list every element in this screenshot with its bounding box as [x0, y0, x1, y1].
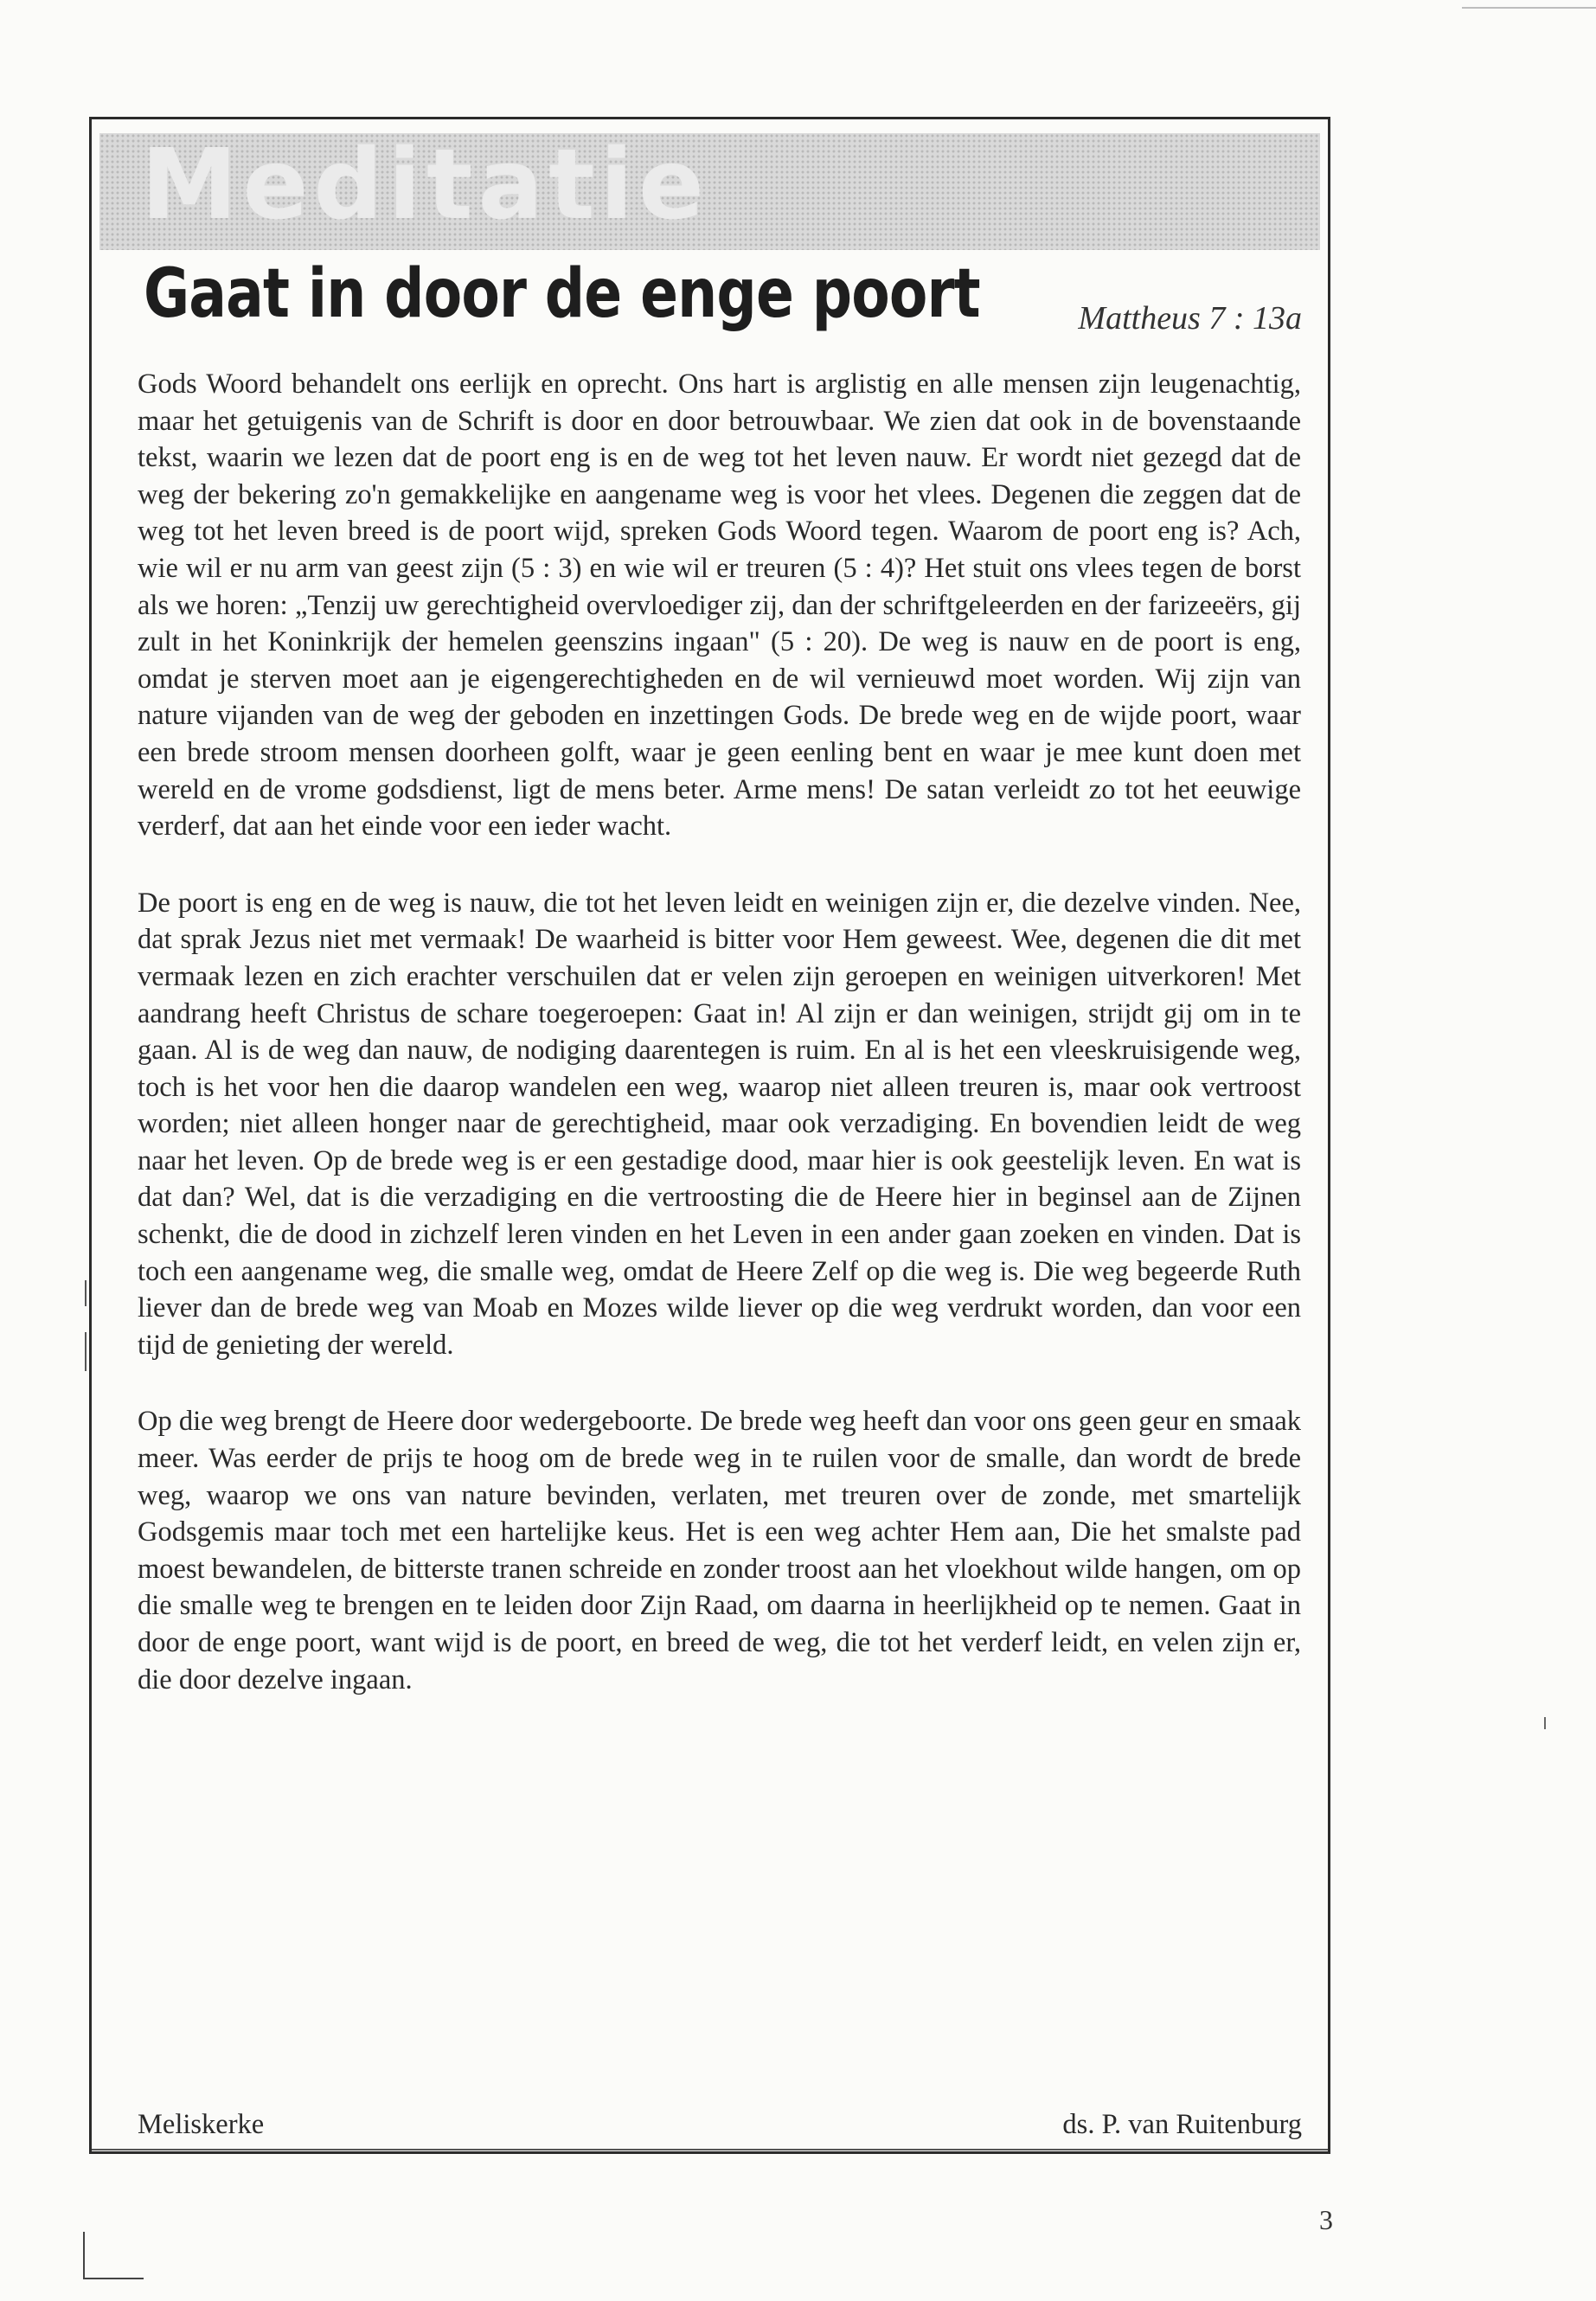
headline: Gaat in door de enge poort: [144, 255, 980, 333]
frame-bottom-rule: [92, 2149, 1328, 2150]
meditation-frame: [89, 117, 1330, 2154]
section-title: Meditatie: [141, 129, 709, 241]
article-body: [138, 366, 1301, 1698]
signature-place: Meliskerke: [138, 2109, 265, 2140]
crop-mark-horizontal: [83, 2278, 144, 2279]
top-rule: [1462, 7, 1596, 9]
page-number: 3: [1319, 2204, 1333, 2235]
margin-mark: [85, 1332, 87, 1371]
paragraph-2: De poort is eng en de weg is nauw, die tot het leven leidt en weinigen zijn er, die dezelve vinden. Nee, dat sprak Jezus niet met vermaak! De waarheid is bitter voor Hem geweest. Wee, degenen die dit met vermaak lezen en zich erachter verschuilen dat er velen zijn geroepen en weinigen uitverkoren! Met aandrang heeft Christus de schare toegeroepen: Gaat in! Al zijn er dan weinigen, strijdt gij om in te gaan. Al is de weg dan nauw, de nodiging daarentegen is ruim. En al is het een vleeskruisigende weg, toch is het voor hen die daarop wandelen een weg, waarop niet alleen treuren is, maar ook vertroost worden; niet alleen honger naar de gerechtigheid, maar ook verzadiging. En bovendien leidt de weg naar het leven. Op de brede weg is er een gestadige dood, maar hier is ook geestelijk leven. En wat is dat dan? Wel, dat is die verzadiging en die vertroosting die de Heere hier in beginsel aan de Zijnen schenkt, die de dood in zichzelf leren vinden en het Leven in een ander gaan zoeken en vinden. Dat is toch een aangename weg, die smalle weg, omdat de Heere Zelf op die weg is. Die weg begeerde Ruth liever dan de brede weg van Moab en Mozes wilde liever op die weg verdrukt worden, dan voor een tijd de genieting der wereld.: [138, 887, 1301, 1361]
crop-mark-vertical: [83, 2232, 85, 2279]
section-header-band: [99, 129, 1320, 250]
paragraph-1: Gods Woord behandelt ons eerlijk en oprecht. Ons hart is arglistig en alle mensen zijn leugenachtig, maar het getuigenis van de Schrift is door en door betrouwbaar. We zien dat ook in de bovenstaande tekst, waarin we lezen dat de poort eng is en de weg tot het leven nauw. Er wordt niet gezegd dat de weg der bekering zo'n gemakkelijke en aangename weg is voor het vlees. Degenen die zeggen dat de weg tot het leven breed is de poort wijd, spreken Gods Woord tegen. Waarom de poort eng is? Ach, wie wil er nu arm van geest zijn (5 : 3) en wie wil er treuren (5 : 4)? Het stuit ons vlees tegen de borst als we horen: „Tenzij uw gerechtigheid overvloediger zij, dan der schriftgeleerden en der farizeeërs, gij zult in het Koninkrijk der hemelen geenszins ingaan" (5 : 20). De weg is nauw en de poort is eng, omdat je sterven moet aan je eigengerechtigheden en de wil vernieuwd moet worden. Wij zijn van nature vijanden van de weg der geboden en inzettingen Gods. De brede weg en de wijde poort, waar een brede stroom mensen doorheen golft, waar je geen eenling bent en waar je mee kunt doen met wereld en de vrome godsdienst, ligt de mens beter. Arme mens! De satan verleidt zo tot het eeuwige verderf, dat aan het einde voor een ieder wacht.: [138, 369, 1301, 843]
paragraph-3: Op die weg brengt de Heere door wedergeboorte. De brede weg heeft dan voor ons geen geur en smaak meer. Was eerder de prijs te hoog om de brede weg in te ruilen voor de smalle, dan wordt de brede weg, waarop we ons van nature bevinden, verlaten, met treuren over de zonde, met smartelijk Godsgemis maar toch met een hartelijke keus. Het is een weg achter Hem aan, Die het smalste pad moest bewandelen, de bitterste tranen schreide en zonder troost aan het vloekhout wilde hangen, om op die smalle weg te brengen en te leiden door Zijn Raad, om daarna in heerlijkheid op te nemen. Gaat in door de enge poort, want wijd is de poort, en breed de weg, die tot het verderf leidt, en velen zijn er, die door dezelve ingaan.: [138, 1406, 1301, 1695]
margin-tick: [1544, 1717, 1546, 1729]
margin-mark: [85, 1280, 87, 1306]
signature-author: ds. P. van Ruitenburg: [1062, 2109, 1302, 2140]
scripture-reference: Mattheus 7 : 13a: [1078, 300, 1302, 336]
